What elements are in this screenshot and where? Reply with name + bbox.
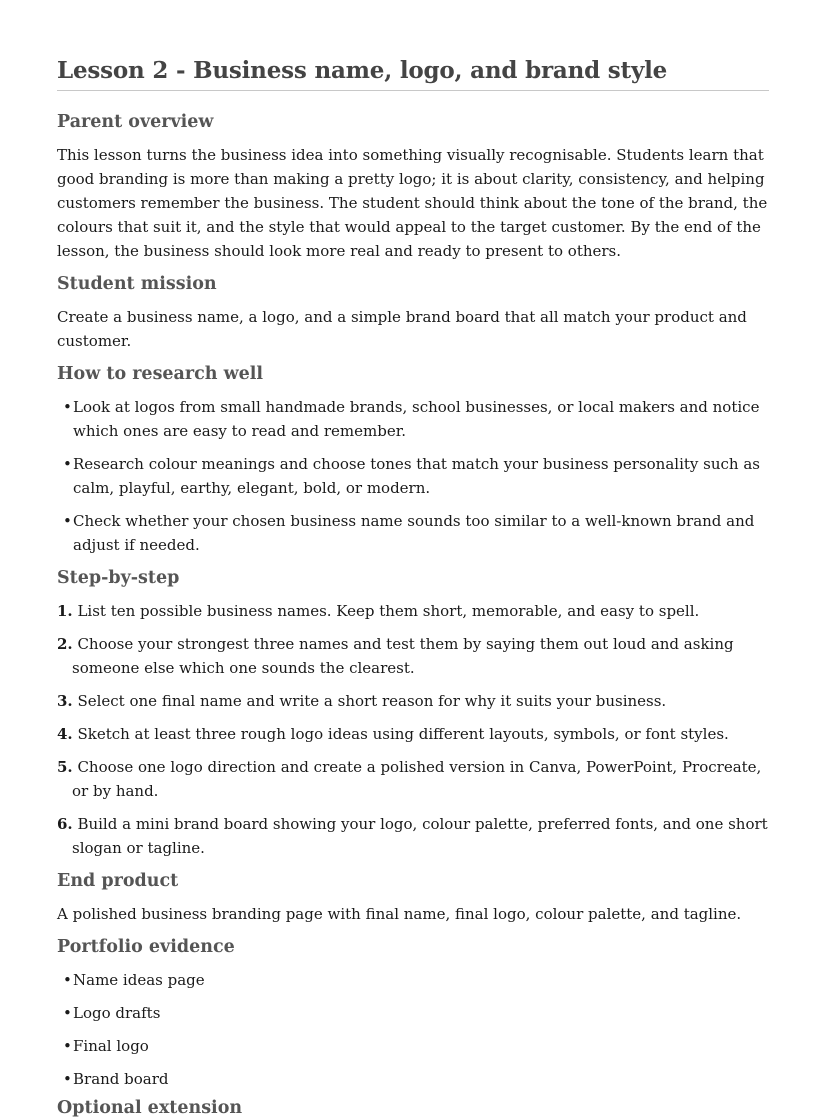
bullet-dot: • <box>63 512 72 530</box>
bullet-dot: • <box>63 1004 72 1022</box>
step-item <box>57 812 769 860</box>
portfolio-item-text: Logo drafts <box>73 1004 161 1022</box>
step-text: Build a mini brand board showing your logo, colour palette, preferred fonts, and one short slogan or tagline. <box>72 815 768 857</box>
step-number: 3. <box>57 692 73 710</box>
portfolio-item <box>57 1034 769 1058</box>
bullet-dot: • <box>63 455 72 473</box>
portfolio-list <box>57 968 769 1091</box>
step-text: Sketch at least three rough logo ideas using different layouts, symbols, or font styles. <box>77 725 729 743</box>
step-number: 1. <box>57 602 73 620</box>
research-item <box>57 395 769 443</box>
steps-heading: Step-by-step <box>57 568 180 588</box>
research-item-text: Check whether your chosen business name sounds too similar to a well-known brand and adjust if needed. <box>73 512 755 554</box>
step-number: 4. <box>57 725 73 743</box>
step-number: 2. <box>57 635 73 653</box>
steps-list <box>57 599 769 860</box>
optional-extension-heading: Optional extension <box>57 1098 243 1118</box>
end-product-heading: End product <box>57 871 179 891</box>
bullet-dot: • <box>63 1070 72 1088</box>
bullet-dot: • <box>63 971 72 989</box>
research-item <box>57 452 769 500</box>
bullet-dot: • <box>63 398 72 416</box>
research-heading: How to research well <box>57 364 264 384</box>
step-item <box>57 722 769 746</box>
portfolio-item-text: Name ideas page <box>73 971 205 989</box>
step-text: List ten possible business names. Keep them short, memorable, and easy to spell. <box>77 602 700 620</box>
step-number: 6. <box>57 815 73 833</box>
step-item <box>57 599 769 623</box>
parent-overview-heading: Parent overview <box>57 112 214 132</box>
step-text: Choose one logo direction and create a polished version in Canva, PowerPoint, Procreate, or by hand. <box>72 758 762 800</box>
step-text: Choose your strongest three names and test them by saying them out loud and asking someone else which one sounds the clearest. <box>72 635 734 677</box>
end-product-text: A polished business branding page with final name, final logo, colour palette, and tagline. <box>57 905 742 923</box>
step-text: Select one final name and write a short reason for why it suits your business. <box>77 692 667 710</box>
lesson-page <box>57 52 769 1091</box>
student-mission-text: Create a business name, a logo, and a simple brand board that all match your product and customer. <box>57 308 747 350</box>
step-item <box>57 632 769 680</box>
portfolio-heading: Portfolio evidence <box>57 937 235 957</box>
step-item <box>57 689 769 713</box>
portfolio-item <box>57 968 769 992</box>
portfolio-item <box>57 1001 769 1025</box>
bullet-dot: • <box>63 1037 72 1055</box>
portfolio-item <box>57 1067 769 1091</box>
portfolio-item-text: Brand board <box>73 1070 169 1088</box>
research-item-text: Look at logos from small handmade brands, school businesses, or local makers and notice which ones are easy to read and remember. <box>73 398 760 440</box>
page-title: Lesson 2 - Business name, logo, and brand style <box>57 52 769 91</box>
parent-overview-text: This lesson turns the business idea into something visually recognisable. Students learn that good branding is more than making a pretty logo; it is about clarity, consistency, and helping customers remember the business. The student should think about the tone of the brand, the colours that suit it, and the style that would appeal to the target customer. By the end of the lesson, the business should look more real and ready to present to others. <box>57 146 768 260</box>
research-item <box>57 509 769 557</box>
research-item-text: Research colour meanings and choose tones that match your business personality such as calm, playful, earthy, elegant, bold, or modern. <box>73 455 760 497</box>
portfolio-item-text: Final logo <box>73 1037 149 1055</box>
research-list <box>57 395 769 557</box>
student-mission-heading: Student mission <box>57 274 217 294</box>
step-number: 5. <box>57 758 73 776</box>
step-item <box>57 755 769 803</box>
